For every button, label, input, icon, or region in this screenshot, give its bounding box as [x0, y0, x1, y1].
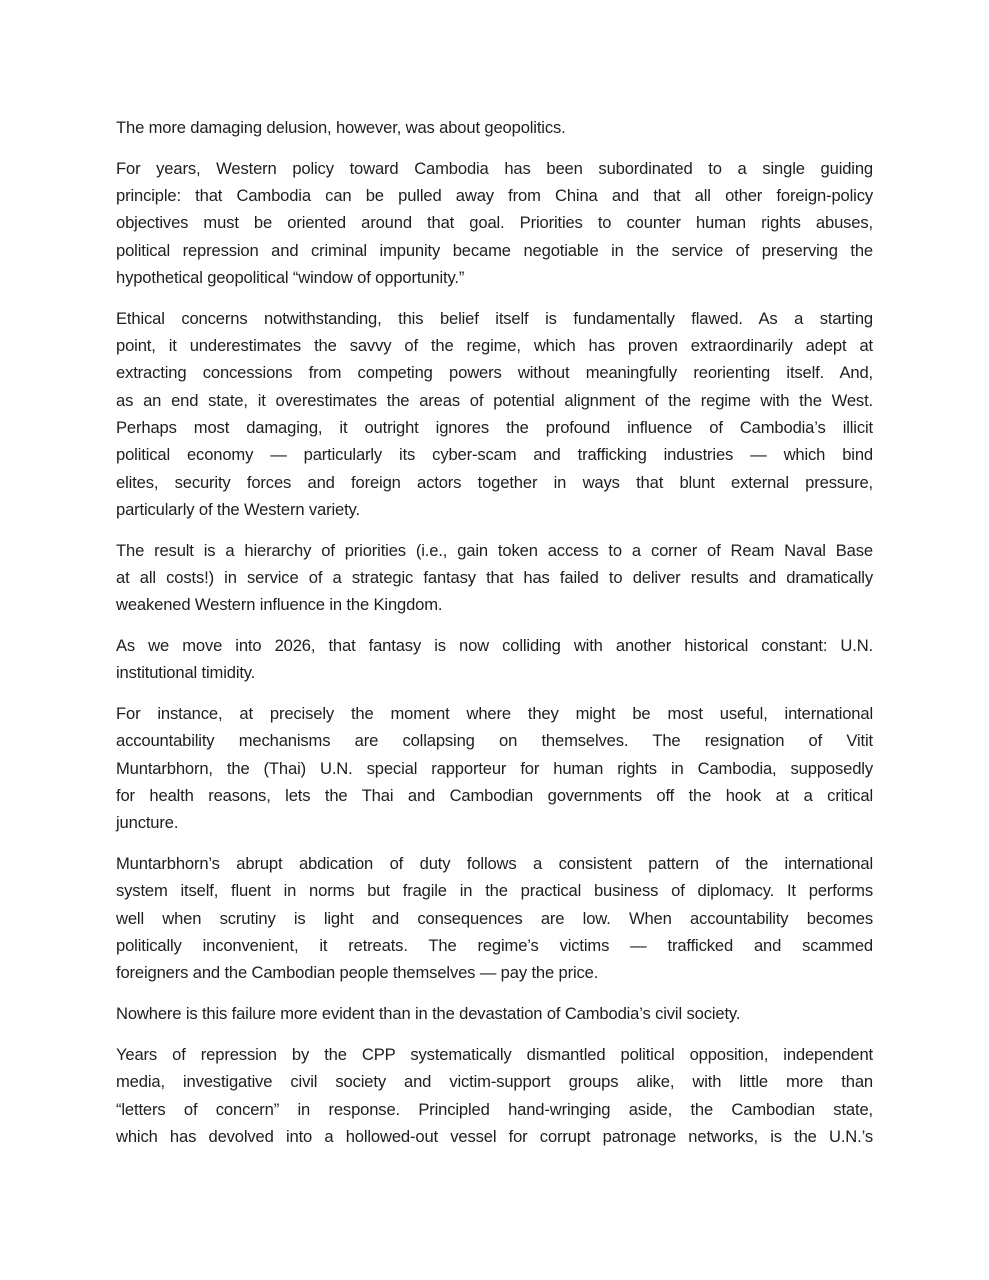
paragraph-civil-society-failure	[116, 1000, 873, 1027]
text-line: hypothetical geopolitical “window of opportunity.”	[116, 267, 465, 287]
text-line: The result is a hierarchy of priorities (i.e., gain token access to a corner of Ream Naval Base	[116, 540, 873, 560]
document-page	[116, 114, 873, 1164]
text-line: weakened Western influence in the Kingdom.	[116, 595, 443, 615]
text-line: Muntarbhorn, the (Thai) U.N. special rapporteur for human rights in Cambodia, supposedly	[116, 758, 873, 778]
paragraph-geopolitics-intro	[116, 114, 873, 141]
text-line: as an end state, it overestimates the areas of potential alignment of the regime with the West.	[116, 390, 873, 410]
text-line: system itself, fluent in norms but fragile in the practical business of diplomacy. It performs	[116, 881, 873, 901]
text-line: The more damaging delusion, however, was about geopolitics.	[116, 118, 566, 137]
text-line: extracting concessions from competing powers without meaningfully reorienting itself. And,	[116, 363, 873, 383]
text-line: Years of repression by the CPP systematically dismantled political opposition, independent	[116, 1044, 873, 1064]
text-line: As we move into 2026, that fantasy is now colliding with another historical constant: U.N.	[116, 636, 873, 656]
text-line: accountability mechanisms are collapsing on themselves. The resignation of Vitit	[116, 731, 873, 751]
text-line: at all costs!) in service of a strategic fantasy that has failed to deliver results and dramatically	[116, 567, 873, 587]
text-line: Perhaps most damaging, it outright ignores the profound influence of Cambodia’s illicit	[116, 417, 873, 437]
text-line: political repression and criminal impunity became negotiable in the service of preserving the	[116, 240, 873, 260]
paragraph-accountability-mechanisms	[116, 700, 873, 836]
text-line: point, it underestimates the savvy of the regime, which has proven extraordinarily adept at	[116, 336, 873, 356]
text-line: Muntarbhorn’s abrupt abdication of duty follows a consistent pattern of the international	[116, 854, 873, 874]
paragraph-years-of-repression	[116, 1041, 873, 1150]
text-line: elites, security forces and foreign actors together in ways that blunt external pressure,	[116, 472, 873, 492]
text-line: principle: that Cambodia can be pulled away from China and that all other foreign-policy	[116, 186, 873, 206]
text-line: Nowhere is this failure more evident than in the devastation of Cambodia’s civil society.	[116, 1004, 741, 1024]
text-line: well when scrutiny is light and consequences are low. When accountability becomes	[116, 908, 873, 928]
text-line: “letters of concern” in response. Principled hand-wringing aside, the Cambodian state,	[116, 1099, 873, 1119]
text-line: institutional timidity.	[116, 663, 256, 683]
text-line: politically inconvenient, it retreats. The regime’s victims — trafficked and scammed	[116, 936, 873, 956]
text-line: Ethical concerns notwithstanding, this belief itself is fundamentally flawed. As a starting	[116, 308, 873, 328]
paragraph-western-policy	[116, 155, 873, 291]
text-line: media, investigative civil society and victim-support groups alike, with little more than	[116, 1072, 873, 1092]
text-line: for health reasons, lets the Thai and Cambodian governments off the hook at a critical	[116, 786, 873, 806]
text-line: foreigners and the Cambodian people themselves — pay the price.	[116, 963, 599, 983]
text-line: political economy — particularly its cyber-scam and trafficking industries — which bind	[116, 445, 873, 465]
text-line: which has devolved into a hollowed-out vessel for corrupt patronage networks, is the U.N.’s	[116, 1126, 873, 1146]
text-line: particularly of the Western variety.	[116, 499, 360, 519]
text-line: objectives must be oriented around that goal. Priorities to counter human rights abuses,	[116, 213, 873, 233]
paragraph-hierarchy-of-priorities	[116, 537, 873, 619]
text-line: juncture.	[116, 813, 179, 833]
paragraph-abdication-of-duty	[116, 850, 873, 986]
paragraph-2026-timidity	[116, 632, 873, 687]
text-line: For years, Western policy toward Cambodia has been subordinated to a single guiding	[116, 158, 873, 178]
text-line: For instance, at precisely the moment where they might be most useful, international	[116, 704, 873, 724]
paragraph-ethical-concerns	[116, 305, 873, 523]
